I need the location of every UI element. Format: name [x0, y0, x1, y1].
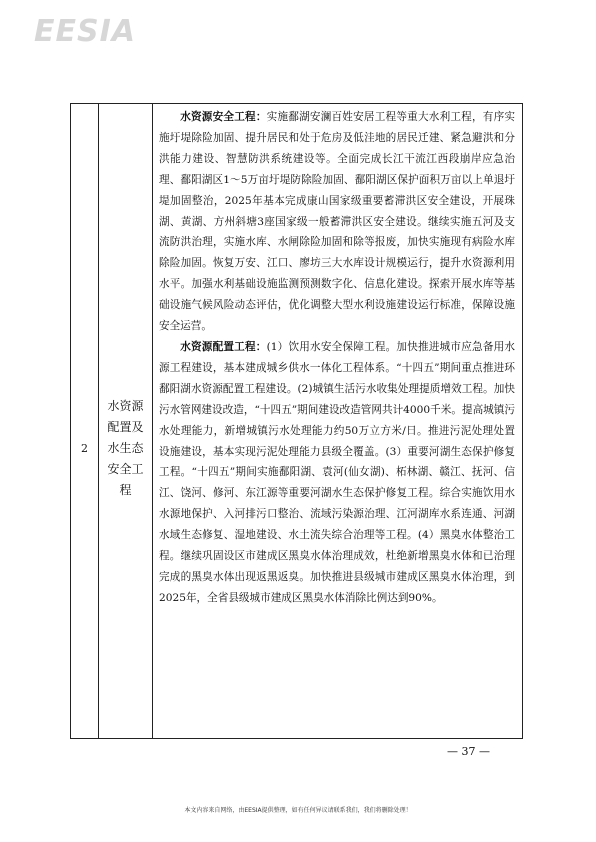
- category-label: 水资源配置及水生态安全工程: [107, 398, 144, 497]
- content-cell: [153, 104, 522, 738]
- paragraph-water-allocation: [159, 337, 515, 609]
- row-number-cell: [71, 104, 99, 738]
- paragraph-heading: 水资源配置工程：: [180, 340, 267, 353]
- footer-disclaimer: 本文内容来自网络，由EESIA提供整理，如有任何异议请联系我们，我们将删除处理！: [184, 807, 412, 814]
- paragraph-body: 实施鄱湖安澜百姓安居工程等重大水利工程，有序实施圩堤除险加固、提升居民和处于危房及低洼地的居民迁建、紧急避洪和分洪能力建设、智慧防洪系统建设等。全面完成长江干流江西段崩岸应急治理、鄱阳湖区1～5万亩圩堤防除险加固、鄱阳湖区保护面积万亩以上单退圩堤加固整治，2025年基本完成康山国家级重要蓄滞洪区安全建设，开展珠湖、黄湖、方州斜塘3座国家级一般蓄滞洪区安全建设。继续实施五河及支流防洪治理，实施水库、水闸除险加固和除等报废，加快实施现有病险水库除险加固。恢复万安、江口、廖坊三大水库设计规模运行，提升水资源利用水平。加强水利基础设施监测预测数字化、信息化建设。探索开展水库等基础设施气候风险动态评估，优化调整大型水利设施建设运行标准，保障设施安全运营。: [159, 111, 516, 333]
- paragraph-body: (1）饮用水安全保障工程。加快推进城市应急备用水源工程建设，基本建成城乡供水一体化工程体系。“十四五”期间重点推进环鄱阳湖水资源配置工程建设。(2)城镇生活污水收集处理提质增效工程。加快污水管网建设改造，“十四五”期间建设改造管网共计4000千米。提高城镇污水处理能力，新增城镇污水处理能力约50万立方米/日。推进污泥处理处置设施建设，基本实现污泥处理能力县级全覆盖。(3）重要河湖生态保护修复工程。“十四五”期间实施鄱阳湖、袁河(仙女湖)、柘林湖、赣江、抚河、信江、饶河、修河、东江源等重要河湖水生态保护修复工程。综合实施饮用水水源地保护、入河排污口整治、流域污染源治理、江河湖库水系连通、河湖水域生态修复、湿地建设、水土流失综合治理等工程。(4）黑臭水体整治工程。继续巩固设区市建成区黑臭水体治理成效，杜绝新增黑臭水体和已治理完成的黑臭水体出现返黑返臭。加快推进县级城市建成区黑臭水体治理，到2025年，全省县级城市建成区黑臭水体消除比例达到90%。: [159, 340, 516, 604]
- paragraph-heading: 水资源安全工程：: [180, 111, 267, 123]
- paragraph-water-safety: [159, 107, 515, 337]
- category-cell: [99, 104, 153, 738]
- page-number: — 37 —: [447, 745, 490, 758]
- eesia-logo: EESIA: [34, 14, 136, 49]
- content-table: [70, 103, 523, 739]
- row-number: 2: [81, 441, 88, 455]
